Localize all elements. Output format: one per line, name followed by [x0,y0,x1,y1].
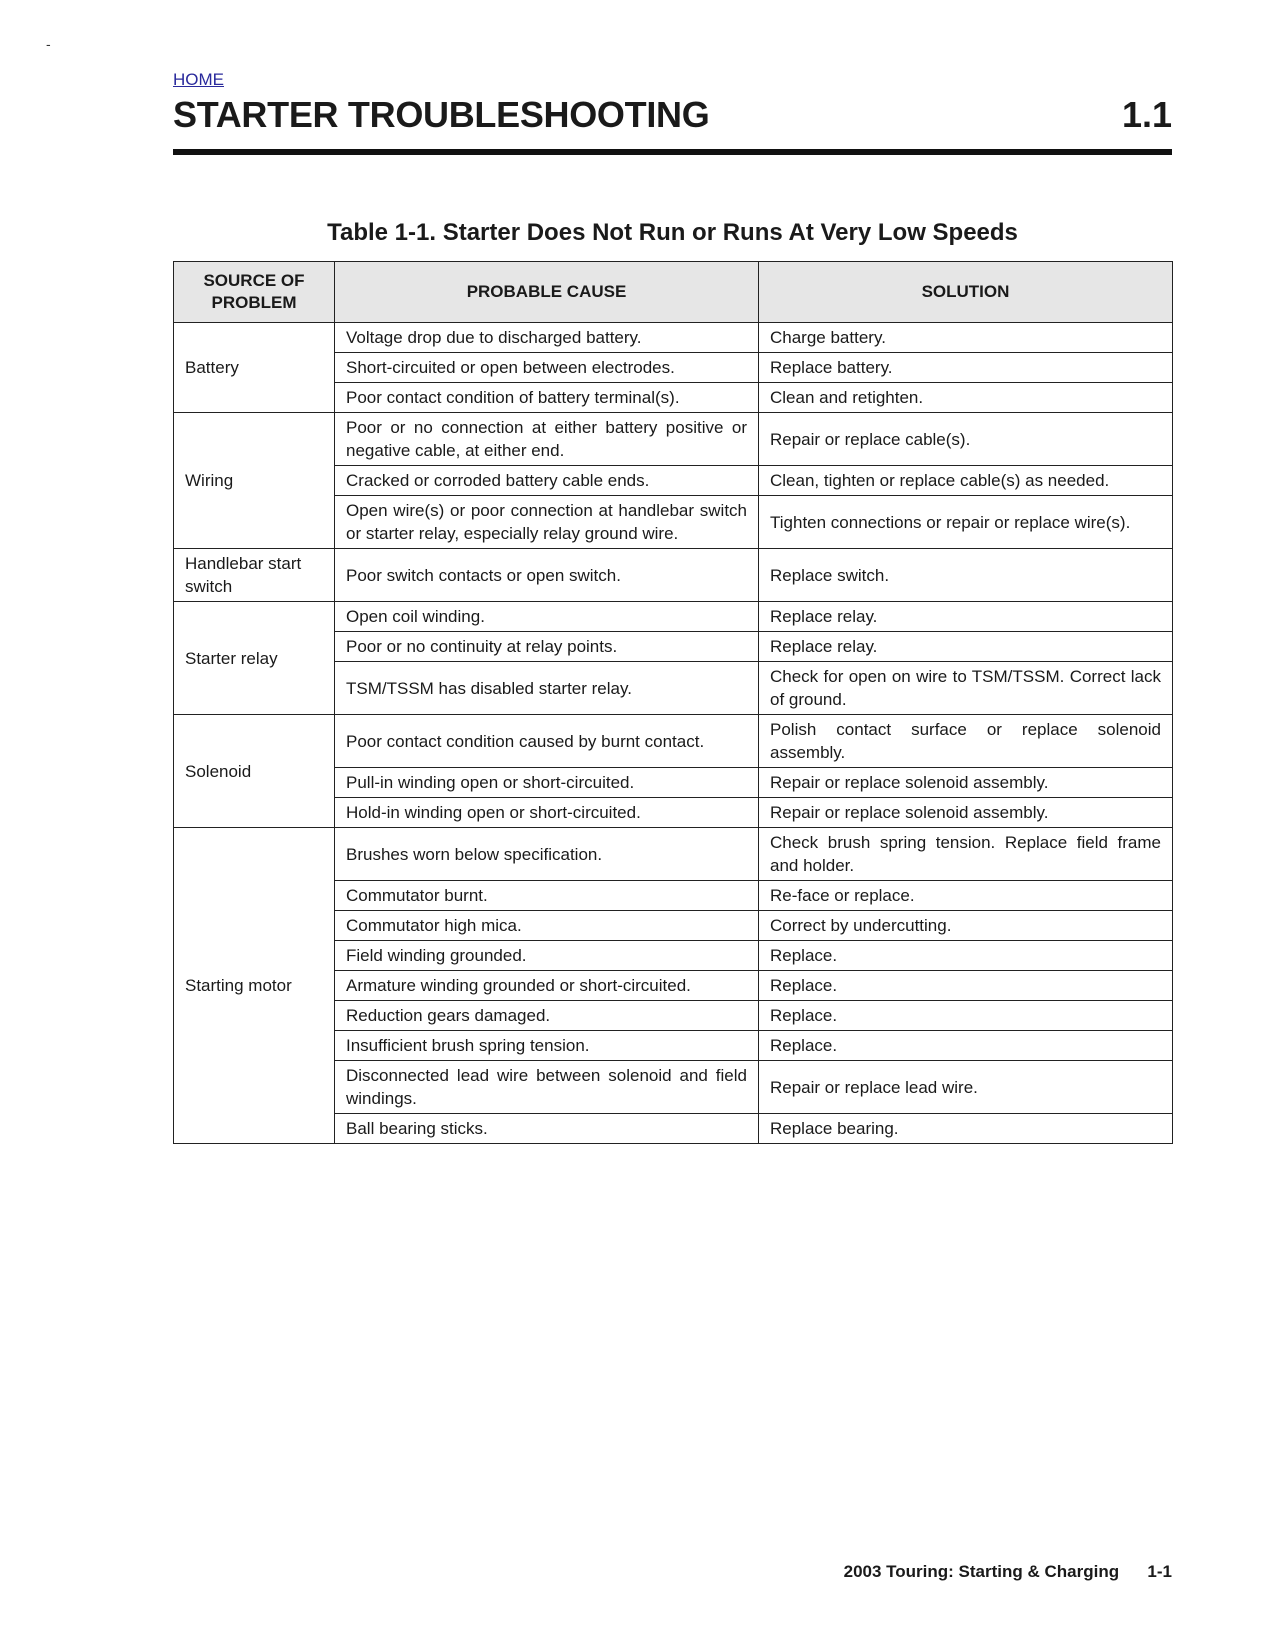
header-cause: PROBABLE CAUSE [335,262,759,323]
solution-cell: Clean and retighten. [759,383,1173,413]
page-footer: 2003 Touring: Starting & Charging 1-1 [843,1562,1172,1581]
solution-cell: Replace battery. [759,353,1173,383]
solution-cell: Re-face or replace. [759,881,1173,911]
cause-cell: Armature winding grounded or short-circuited. [335,971,759,1001]
cause-cell: Poor switch contacts or open switch. [335,549,759,602]
cause-cell: Poor or no continuity at relay points. [335,632,759,662]
cause-cell: Pull-in winding open or short-circuited. [335,768,759,798]
header-solution: SOLUTION [759,262,1173,323]
cause-cell: Open coil winding. [335,602,759,632]
cause-cell: Disconnected lead wire between solenoid and field windings. [335,1061,759,1114]
cause-cell: Commutator burnt. [335,881,759,911]
table-body [174,323,1173,1144]
solution-cell: Replace. [759,941,1173,971]
table-row [174,715,1173,768]
troubleshooting-table [173,261,1173,1144]
solution-cell: Repair or replace solenoid assembly. [759,768,1173,798]
page-title: STARTER TROUBLESHOOTING [173,94,710,135]
solution-cell: Replace relay. [759,632,1173,662]
table-header-row [174,262,1173,323]
source-cell: Starter relay [174,602,335,715]
header-source: SOURCE OF PROBLEM [174,262,335,323]
solution-cell: Repair or replace lead wire. [759,1061,1173,1114]
cause-cell: Cracked or corroded battery cable ends. [335,466,759,496]
table-row [174,323,1173,353]
solution-cell: Clean, tighten or replace cable(s) as needed. [759,466,1173,496]
solution-cell: Tighten connections or repair or replace wire(s). [759,496,1173,549]
solution-cell: Replace. [759,1031,1173,1061]
home-link[interactable]: HOME [173,70,224,89]
cause-cell: Poor contact condition of battery terminal(s). [335,383,759,413]
table-row [174,413,1173,466]
cause-cell: Ball bearing sticks. [335,1114,759,1144]
title-row [173,94,1172,144]
cause-cell: TSM/TSSM has disabled starter relay. [335,662,759,715]
cause-cell: Field winding grounded. [335,941,759,971]
cause-cell: Commutator high mica. [335,911,759,941]
cause-cell: Poor or no connection at either battery positive or negative cable, at either end. [335,413,759,466]
table-caption: Table 1-1. Starter Does Not Run or Runs At Very Low Speeds [327,219,1018,246]
cause-cell: Short-circuited or open between electrodes. [335,353,759,383]
cause-cell: Poor contact condition caused by burnt contact. [335,715,759,768]
cause-cell: Insufficient brush spring tension. [335,1031,759,1061]
table-row [174,602,1173,632]
solution-cell: Replace switch. [759,549,1173,602]
solution-cell: Check brush spring tension. Replace field frame and holder. [759,828,1173,881]
solution-cell: Charge battery. [759,323,1173,353]
source-cell: Solenoid [174,715,335,828]
table-row [174,828,1173,881]
cause-cell: Brushes worn below specification. [335,828,759,881]
source-cell: Handlebar start switch [174,549,335,602]
source-cell: Starting motor [174,828,335,1144]
title-divider [173,149,1172,155]
solution-cell: Replace. [759,971,1173,1001]
solution-cell: Replace relay. [759,602,1173,632]
solution-cell: Correct by undercutting. [759,911,1173,941]
solution-cell: Repair or replace cable(s). [759,413,1173,466]
cause-cell: Reduction gears damaged. [335,1001,759,1031]
solution-cell: Check for open on wire to TSM/TSSM. Correct lack of ground. [759,662,1173,715]
solution-cell: Replace. [759,1001,1173,1031]
section-number: 1.1 [1121,94,1172,135]
source-cell: Wiring [174,413,335,549]
table-row [174,549,1173,602]
solution-cell: Polish contact surface or replace solenoid assembly. [759,715,1173,768]
source-cell: Battery [174,323,335,413]
page-dash: - [46,36,51,52]
cause-cell: Open wire(s) or poor connection at handlebar switch or starter relay, especially relay ground wire. [335,496,759,549]
cause-cell: Hold-in winding open or short-circuited. [335,798,759,828]
solution-cell: Repair or replace solenoid assembly. [759,798,1173,828]
cause-cell: Voltage drop due to discharged battery. [335,323,759,353]
solution-cell: Replace bearing. [759,1114,1173,1144]
